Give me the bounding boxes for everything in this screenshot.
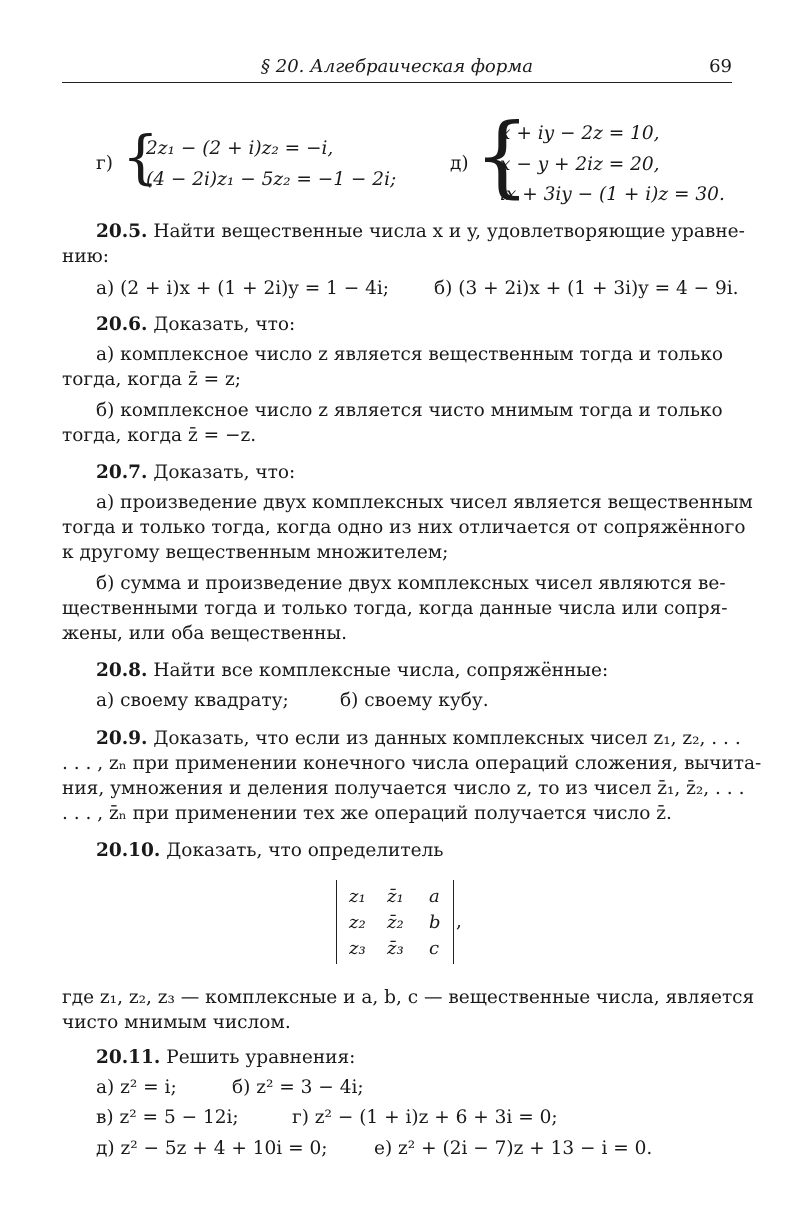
problem-20-5-b: б) (3 + 2i)x + (1 + 3i)y = 4 − 9i. xyxy=(434,278,739,299)
problem-20-7-a2: тогда и только тогда, когда одно из них отличается от сопряжённого xyxy=(62,517,746,538)
problem-20-9-line2: . . . , zₙ при применении конечного числа операций сложения, вычита- xyxy=(62,753,762,774)
problem-20-7-b1: б) сумма и произведение двух комплексных чисел являются ве- xyxy=(96,573,726,594)
problem-number: 20.6. xyxy=(96,314,148,335)
header-title: § 20. Алгебраическая форма xyxy=(261,56,533,77)
problem-20-11-v: в) z² = 5 − 12i; xyxy=(96,1107,239,1128)
problem-20-9-line4: . . . , z̄ₙ при применении тех же операций получается число z̄. xyxy=(62,803,672,824)
sys-d-eq3: ix + 3iy − (1 + i)z = 30. xyxy=(500,184,725,205)
problem-20-5-line1: 20.5. Найти вещественные числа x и y, удовлетворяющие уравне- xyxy=(96,221,745,242)
det-cell: z₃ xyxy=(349,938,366,959)
problem-20-10-line2: где z₁, z₂, z₃ — комплексные и a, b, c — вещественные числа, является xyxy=(62,987,755,1008)
sys-g-eq1: 2z₁ − (2 + i)z₂ = −i, xyxy=(146,138,334,159)
problem-number: 20.7. xyxy=(96,462,148,483)
problem-number: 20.10. xyxy=(96,840,161,861)
problem-number: 20.9. xyxy=(96,728,148,749)
problem-20-9-line1: 20.9. Доказать, что если из данных комплексных чисел z₁, z₂, . . . xyxy=(96,728,741,749)
problem-20-11-e: е) z² + (2i − 7)z + 13 − i = 0. xyxy=(374,1138,653,1159)
det-cell: z̄₁ xyxy=(387,886,404,907)
problem-number: 20.8. xyxy=(96,660,148,681)
problem-20-5-a: а) (2 + i)x + (1 + 2i)y = 1 − 4i; xyxy=(96,278,390,299)
problem-20-7-a1: а) произведение двух комплексных чисел является вещественным xyxy=(96,492,753,513)
det-cell: z₂ xyxy=(349,912,366,933)
sys-d-eq2: x − y + 2iz = 20, xyxy=(500,154,660,175)
problem-20-7-a3: к другому вещественным множителем; xyxy=(62,542,449,563)
det-comma: , xyxy=(456,911,462,932)
problem-20-6-line1: 20.6. Доказать, что: xyxy=(96,314,296,335)
problem-20-10-line3: чисто мнимым числом. xyxy=(62,1012,291,1033)
det-cell: z̄₃ xyxy=(387,938,404,959)
problem-20-11-b: б) z² = 3 − 4i; xyxy=(232,1077,364,1098)
sys-g-brace: { xyxy=(122,123,159,191)
det-cell: z̄₂ xyxy=(387,912,404,933)
sys-g-label: г) xyxy=(96,153,113,174)
sys-d-brace: { xyxy=(474,104,530,207)
problem-20-7-line1: 20.7. Доказать, что: xyxy=(96,462,296,483)
problem-20-8-b: б) своему кубу. xyxy=(340,690,489,711)
problem-20-11-d: д) z² − 5z + 4 + 10i = 0; xyxy=(96,1138,328,1159)
problem-20-6-b2: тогда, когда z̄ = −z. xyxy=(62,425,257,446)
sys-d-eq1: x + iy − 2z = 10, xyxy=(500,123,660,144)
page-number: 69 xyxy=(709,56,732,77)
problem-20-8-line1: 20.8. Найти все комплексные числа, сопряжённые: xyxy=(96,660,609,681)
problem-20-6-b1: б) комплексное число z является чисто мнимым тогда и только xyxy=(96,400,723,421)
det-cell: a xyxy=(429,886,440,907)
det-cell: z₁ xyxy=(349,886,366,907)
problem-20-8-a: а) своему квадрату; xyxy=(96,690,289,711)
sys-g-eq2: (4 − 2i)z₁ − 5z₂ = −1 − 2i; xyxy=(146,169,397,190)
problem-20-6-a2: тогда, когда z̄ = z; xyxy=(62,369,241,390)
problem-20-10-line1: 20.10. Доказать, что определитель xyxy=(96,840,444,861)
problem-20-7-b3: жены, или оба вещественны. xyxy=(62,623,347,644)
sys-d-label: д) xyxy=(450,153,469,174)
problem-20-11-line1: 20.11. Решить уравнения: xyxy=(96,1047,356,1068)
problem-20-5-line2: нию: xyxy=(62,246,109,267)
problem-number: 20.11. xyxy=(96,1047,161,1068)
problem-20-11-a: а) z² = i; xyxy=(96,1077,177,1098)
problem-number: 20.5. xyxy=(96,221,148,242)
problem-20-7-b2: щественными тогда и только тогда, когда данные числа или сопря- xyxy=(62,598,728,619)
det-cell: b xyxy=(429,912,441,933)
problem-20-9-line3: ния, умножения и деления получается число z, то из чисел z̄₁, z̄₂, . . . xyxy=(62,778,745,799)
determinant-matrix xyxy=(336,880,454,964)
det-cell: c xyxy=(429,938,440,959)
problem-20-11-g: г) z² − (1 + i)z + 6 + 3i = 0; xyxy=(292,1107,558,1128)
problem-20-6-a1: а) комплексное число z является вещественным тогда и только xyxy=(96,344,723,365)
running-header xyxy=(62,56,732,83)
